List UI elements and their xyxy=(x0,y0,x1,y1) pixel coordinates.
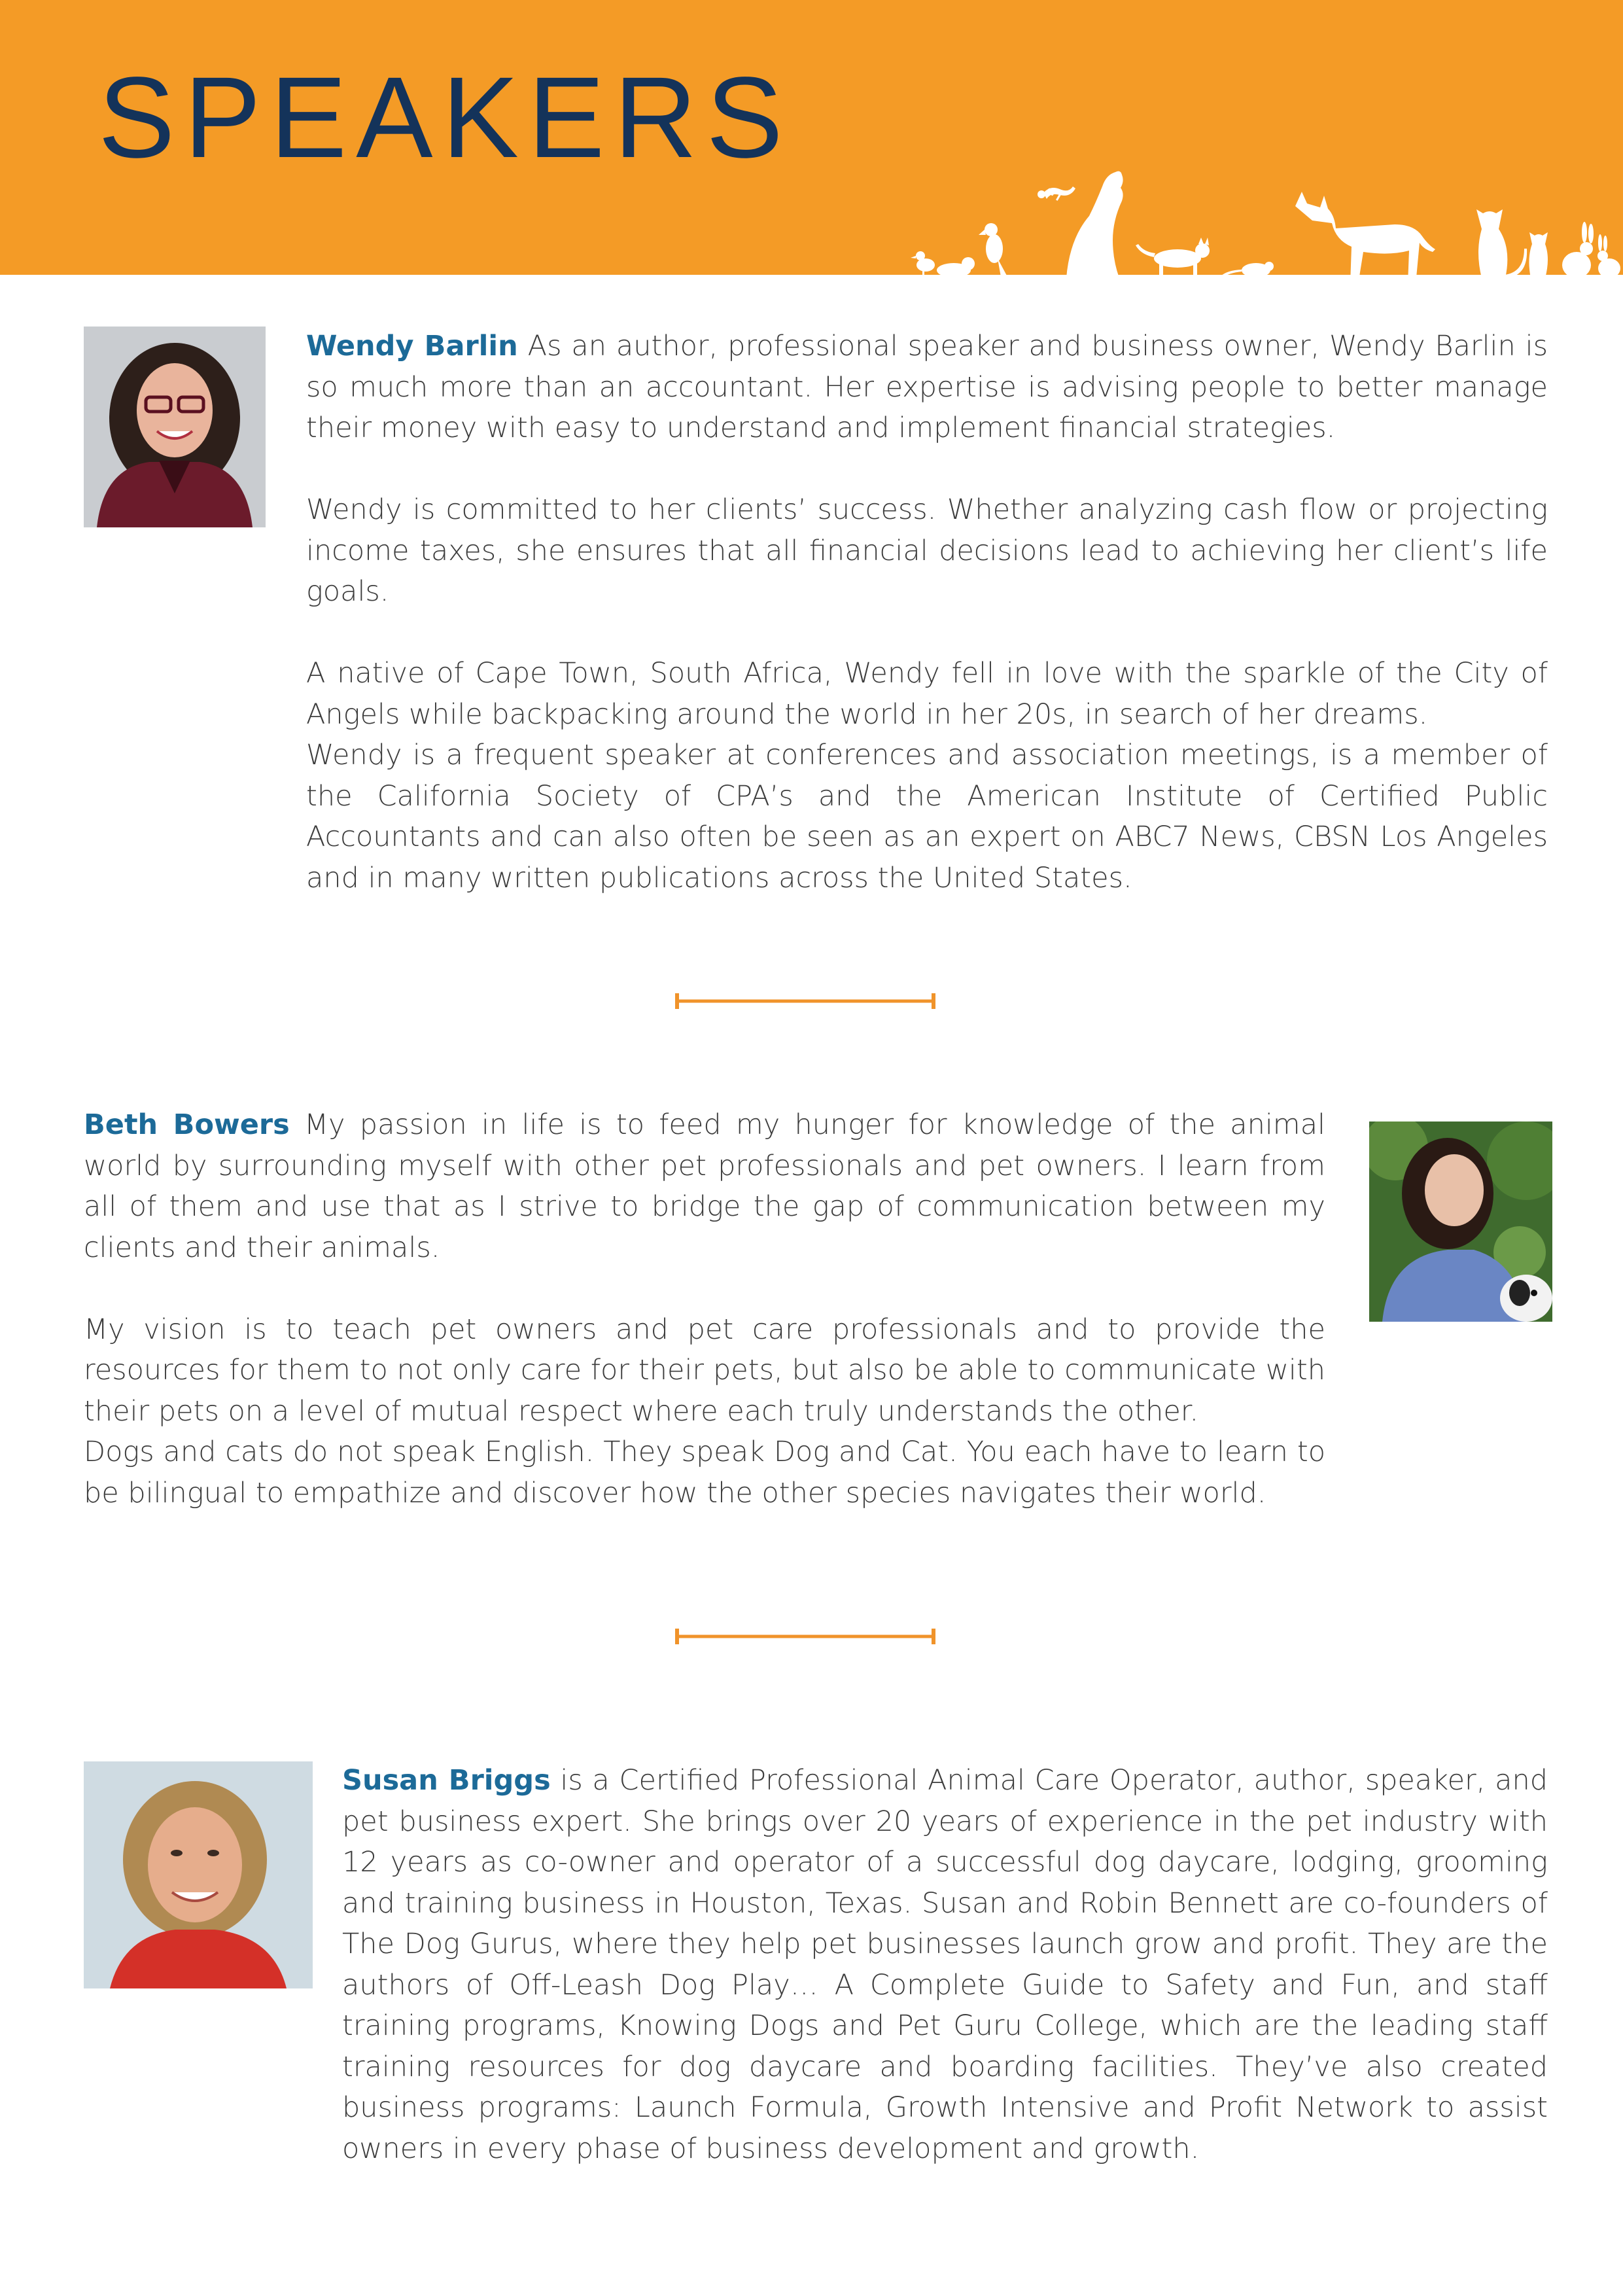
portrait-icon xyxy=(84,1761,313,1988)
bio-paragraph: Wendy is committed to her clients’ success. Whether analyzing cash flow or projecting income taxes, she ensures that all financial decisions lead to achieving her client’s life goals. xyxy=(306,493,1548,608)
ferret-icon xyxy=(937,257,975,278)
bio-paragraph: Wendy is a frequent speaker at conferences and association meetings, is a member of the California Society of CPA’s and the American Institute of Certified Public Accountants and can also often be seen as an expert on ABC7 News, CBSN Los Angeles and in many written publications across the United States. xyxy=(306,739,1548,894)
page-title: SPEAKERS xyxy=(98,54,792,182)
portrait-icon xyxy=(1369,1122,1552,1322)
section-divider xyxy=(674,992,936,1010)
cat-sitting-icon xyxy=(1476,209,1527,278)
speaker-photo-beth-bowers xyxy=(1369,1122,1552,1322)
cat-walking-icon xyxy=(1136,238,1210,278)
speaker-name: Wendy Barlin xyxy=(306,330,518,362)
dog-standing-icon xyxy=(1295,192,1435,278)
speaker-name: Beth Bowers xyxy=(84,1108,290,1141)
bio-paragraph: A native of Cape Town, South Africa, Wendy fell in love with the sparkle of the City of Angels while backpacking around the world in her 20s, in search of her dreams. xyxy=(306,657,1548,731)
bio-paragraph: Wendy Barlin As an author, professional speaker and business owner, Wendy Barlin is so much more than an accountant. Her expertise is advising people to better manage their money with easy to understand and implement financial strategies. xyxy=(306,330,1548,444)
speaker-name: Susan Briggs xyxy=(342,1764,551,1797)
rat-icon xyxy=(1221,262,1274,278)
bird-icon xyxy=(911,251,935,278)
portrait-icon xyxy=(84,327,266,527)
speaker-bio-susan-briggs xyxy=(342,1760,1548,2169)
header-banner xyxy=(0,0,1623,275)
speaker-photo-susan-briggs xyxy=(84,1761,313,1988)
lizard-icon xyxy=(1038,186,1075,201)
speaker-bio-beth-bowers xyxy=(84,1104,1325,1513)
rabbit-2-icon xyxy=(1597,234,1620,278)
animal-silhouettes-decoration xyxy=(903,167,1623,278)
dog-sitting-icon xyxy=(1066,171,1123,278)
speaker-bio-wendy-barlin xyxy=(306,326,1548,898)
bio-paragraph: Beth Bowers My passion in life is to feed my hunger for knowledge of the animal world by surrounding myself with other pet professionals and pet owners. I learn from all of them and use that as I strive to bridge the gap of communication between my clients and their animals. xyxy=(84,1108,1325,1264)
bio-paragraph: Dogs and cats do not speak English. They speak Dog and Cat. You each have to learn to be bilingual to empathize and discover how the other species navigates their world. xyxy=(84,1436,1325,1510)
bio-paragraph: My vision is to teach pet owners and pet care professionals and to provide the resources for them to not only care for their pets, but also be able to communicate with their pets on a level of mutual respect where each truly understands the other. xyxy=(84,1313,1325,1428)
speaker-photo-wendy-barlin xyxy=(84,327,266,527)
kitten-icon xyxy=(1529,232,1548,278)
parrot-icon xyxy=(979,223,1007,277)
rabbit-icon xyxy=(1562,222,1594,278)
section-divider xyxy=(674,1627,936,1646)
bio-paragraph: Susan Briggs is a Certified Professional Animal Care Operator, author, speaker, and pet business expert. She brings over 20 years of experience in the pet industry with 12 years as co-owner and operator of a successful dog daycare, lodging, grooming and training business in Houston, Texas. Susan and Robin Bennett are co-founders of The Dog Gurus, where they help pet businesses launch grow and profit. They are the authors of Off-Leash Dog Play… A Complete Guide to Safety and Fun, and staff training programs, Knowing Dogs and Pet Guru College, which are the leading staff training resources for dog daycare and boarding facilities. They’ve also created business programs: Launch Formula, Growth Intensive and Profit Network to assist owners in every phase of business development and growth. xyxy=(342,1764,1548,2165)
